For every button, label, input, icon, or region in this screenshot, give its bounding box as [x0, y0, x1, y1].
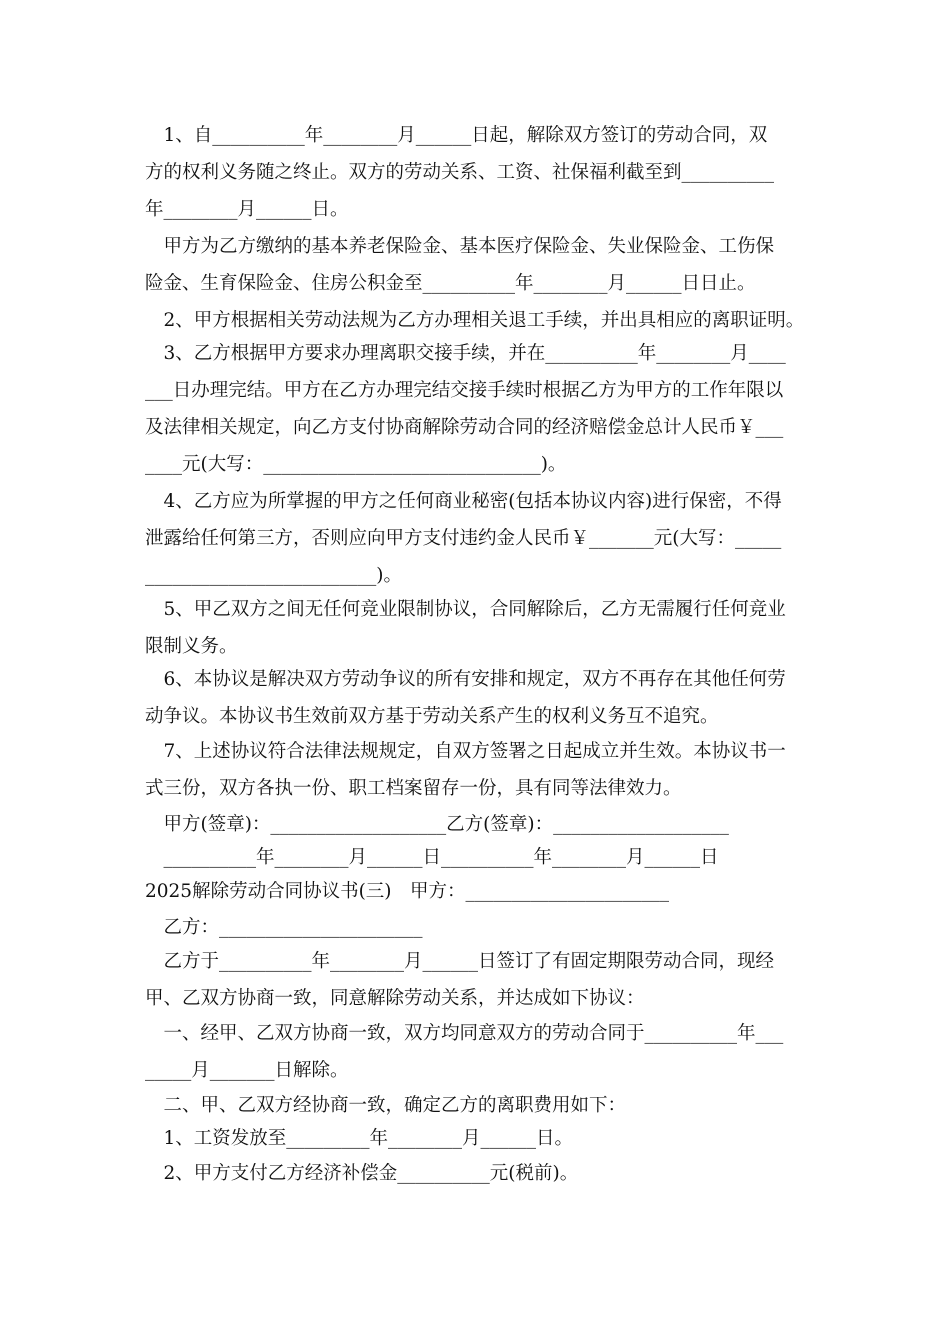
text-line: 式三份，双方各执一份、职工档案留存一份，具有同等法律效力。 [145, 778, 682, 799]
text-line: 年________月______日。 [145, 199, 349, 220]
text-line: 乙方：______________________ [145, 917, 423, 938]
text-line: 甲方(签章)：___________________乙方(签章)：___________________ [145, 814, 729, 835]
text-line: ___日办理完结。甲方在乙方办理完结交接手续时根据乙方为甲方的工作年限以 [145, 380, 784, 401]
text-line: 2025解除劳动合同协议书(三) 甲方：______________________ [145, 881, 670, 902]
text-line: 1、自__________年________月______日起，解除双方签订的劳动合同，双 [145, 125, 768, 146]
text-line: 险金、生育保险金、住房公积金至__________年________月______日日止。 [145, 273, 756, 294]
text-line: 泄露给任何第三方，否则应向甲方支付违约金人民币￥_______元(大写：_____ [145, 528, 782, 549]
text-line: 二、甲、乙双方经协商一致，确定乙方的离职费用如下： [145, 1095, 627, 1116]
text-line: _____月_______日解除。 [145, 1060, 349, 1081]
text-line: 限制义务。 [145, 636, 238, 657]
text-line: 4、乙方应为所掌握的甲方之任何商业秘密(包括本协议内容)进行保密，不得 [145, 491, 782, 512]
text-line: 方的权利义务随之终止。双方的劳动关系、工资、社保福利截至到__________ [145, 162, 775, 183]
text-line: __________年________月______日__________年________月______日 [145, 847, 719, 868]
text-line: 1、工资发放至_________年________月______日。 [145, 1128, 574, 1149]
text-line: _________________________)。 [145, 565, 402, 586]
text-line: 甲、乙双方协商一致，同意解除劳动关系，并达成如下协议： [145, 988, 645, 1009]
text-line: 7、上述协议符合法律法规规定，自双方签署之日起成立并生效。本协议书一 [145, 741, 786, 762]
text-line: 一、经甲、乙双方协商一致，双方均同意双方的劳动合同于__________年___ [145, 1023, 784, 1044]
text-line: 2、甲方根据相关劳动法规为乙方办理相关退工手续，并出具相应的离职证明。 [145, 310, 805, 331]
text-line: ____元(大写：______________________________)。 [145, 454, 567, 475]
text-line: 乙方于__________年________月______日签订了有固定期限劳动合同，现经 [145, 951, 775, 972]
text-line: 及法律相关规定，向乙方支付协商解除劳动合同的经济赔偿金总计人民币￥___ [145, 417, 784, 438]
text-line: 动争议。本协议书生效前双方基于劳动关系产生的权利义务互不追究。 [145, 706, 719, 727]
text-line: 6、本协议是解决双方劳动争议的所有安排和规定，双方不再存在其他任何劳 [145, 669, 786, 690]
text-line: 3、乙方根据甲方要求办理离职交接手续，并在__________年________月____ [145, 343, 786, 364]
text-line: 5、甲乙双方之间无任何竞业限制协议，合同解除后，乙方无需履行任何竞业 [145, 599, 786, 620]
text-line: 甲方为乙方缴纳的基本养老保险金、基本医疗保险金、失业保险金、工伤保 [145, 236, 775, 257]
text-line: 2、甲方支付乙方经济补偿金__________元(税前)。 [145, 1163, 579, 1184]
